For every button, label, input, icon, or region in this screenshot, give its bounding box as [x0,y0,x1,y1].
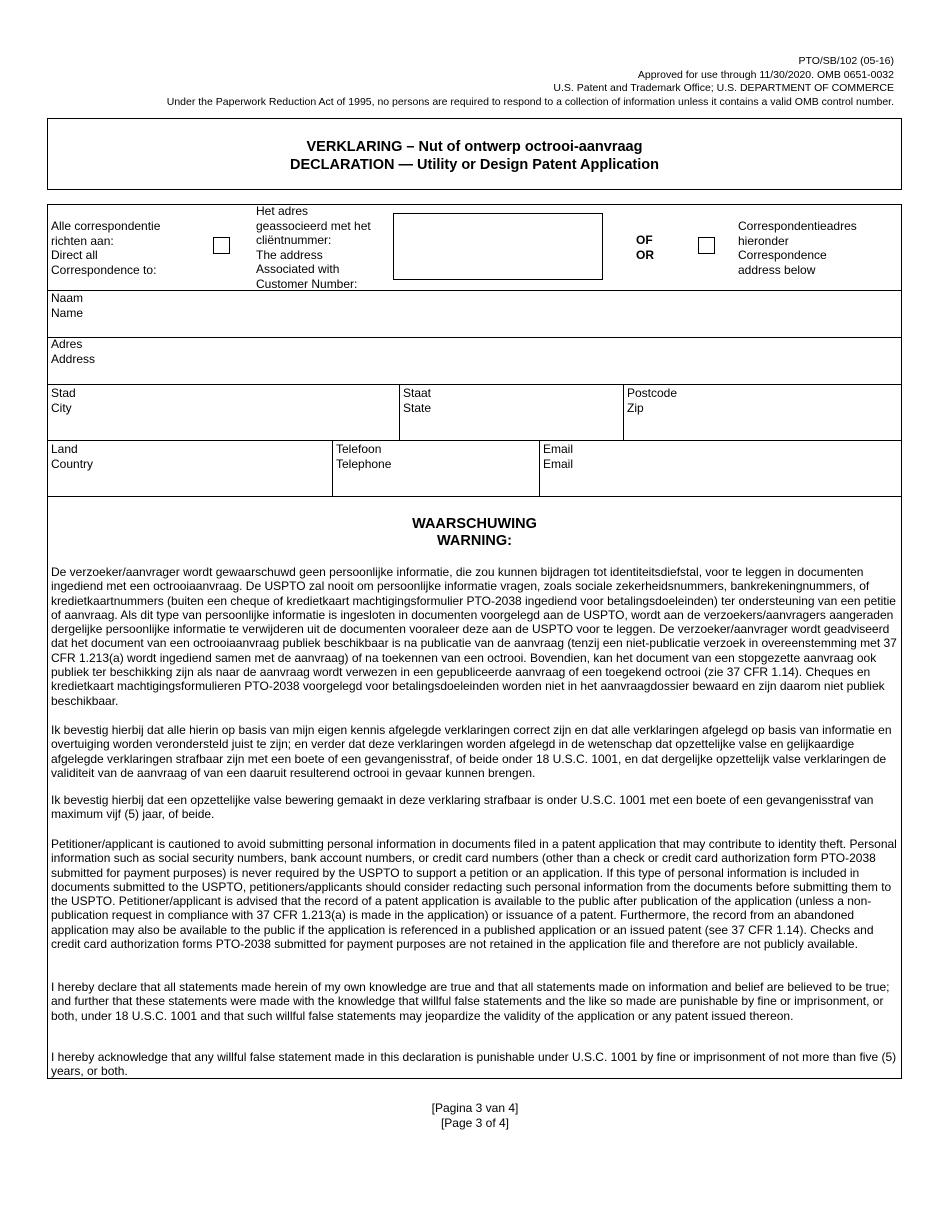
correspondence-below-label: Correspondentieadres hieronder Correspondence address below [738,219,857,277]
zip-field[interactable]: Postcode Zip [627,386,678,415]
city-field[interactable]: Stad City [51,386,76,415]
divider [47,337,902,338]
divider [623,384,624,440]
paperwork-notice: Under the Paperwork Reduction Act of 1995, no persons are required to respond to a collection of information unless it contains a valid OMB control number. [166,95,894,108]
title-english: DECLARATION — Utility or Design Patent Application [290,157,659,173]
office-name: U.S. Patent and Trademark Office; U.S. DEPARTMENT OF COMMERCE [553,82,894,94]
declaration-paragraph-nl-3: Ik bevestig hierbij dat een opzettelijke valse bewering gemaakt in deze verklaring strafbaar is onder U.S.C. 1001 met een boete of een gevangenisstraf van maximum vijf (5) jaar, of beide. [51,793,874,822]
omb-approval: Approved for use through 11/30/2020. OMB 0651-0032 [637,68,894,81]
divider [332,440,333,496]
declaration-paragraph-en-2: I hereby declare that all statements made herein of my own knowledge are true and that all statements made on information and belief are believed to be true; and further that these statements were made with the knowledge that willful false statements and the like so made are punishable by fine or imprisonment, or both, under 18 U.S.C. 1001 and that such willful false statements may jeopardize the validity of the application or any patent issued thereon. [51,980,890,1023]
address-field[interactable]: Adres Address [51,337,96,366]
warning-paragraph-nl-1: De verzoeker/aanvrager wordt gewaarschuwd geen persoonlijke informatie, die zou kunnen bijdragen tot identiteitsdiefstal, voor te leggen in documenten ingediend met een octrooiaanvraag. De USPTO zal nooit om persoonlijke informatie vragen, zoals sociale zekerheidsnummers, bankrekeningnummers, of kredietkaartnummers (buiten een cheque of kredietkaart machtigingsformulier PTO-2038 ingediend voor betalingsdoeleinden) ter ondersteuning van een petitie of aanvraag. Als dit type van persoonlijke informatie is ingesloten in documenten voorgelegd aan de USPTO, wordt aan de verzoekers/aanvragers aangeraden dergelijke persoonlijke informatie te verwijderen uit de documenten vooraleer deze aan de USPTO voor te leggen. De verzoeker/aanvrager wordt geadviseerd dat het document van een octrooiaanvraag publiek beschikbaar is na publicatie van de aanvraag (tenzij een niet-publicatie verzoek in overeenstemming met 37 CFR 1.213(a) wordt ingediend samen met de aanvraag) of na toekennen van een octrooi. Bovendien, kan het document van een stopgezette aanvraag ook publiek ter beschikking zijn als naar de aanvraag wordt verwezen in een gepubliceerde aanvraag of een toegekend octrooi (zie 37 CFR 1.14). Cheques en kredietkaart machtigingsformulieren PTO-2038 voorgelegd voor betalingsdoeleinden worden niet in het aanvraagdossier bewaard en zijn daarom niet publiek beschikbaar. [51,565,897,708]
divider [399,384,400,440]
divider [539,440,540,496]
direct-correspondence-label: Alle correspondentie richten aan: Direct all Correspondence to: [51,219,161,277]
title-dutch: VERKLARING – Nut of ontwerp octrooi-aanvraag [306,139,643,155]
page-number: [Pagina 3 van 4] [Page 3 of 4] [431,1101,519,1130]
name-field[interactable]: Naam Name [51,291,84,320]
telephone-field[interactable]: Telefoon Telephone [336,442,392,471]
or-label: OF OR [636,233,654,262]
country-field[interactable]: Land Country [51,442,94,471]
customer-number-checkbox[interactable] [213,237,230,254]
form-header [167,55,894,109]
form-id: PTO/SB/102 (05-16) [798,55,894,67]
warning-title: WAARSCHUWING WARNING: [412,516,537,549]
state-field[interactable]: Staat State [403,386,432,415]
declaration-paragraph-nl-2: Ik bevestig hierbij dat alle hierin op basis van mijn eigen kennis afgelegde verklaringen correct zijn en dat alle verklaringen afgelegd op basis van informatie en overtuiging worden verondersteld juist te zijn; en verder dat deze verklaringen worden afgelegd in de wetenschap dat opzettelijke valse en gelijkaardige afgelegde verklaringen strafbaar zijn met een boete of een gevangenisstraf, of beide onder 18 U.S.C. 1001, en dat dergelijke opzettelijk valse verklaringen de validiteit van de aanvraag of van een daaruit resulterend octrooi in gevaar kunnen brengen. [51,723,892,780]
customer-number-input[interactable] [393,213,603,280]
customer-number-label: Het adres geassocieerd met het cliëntnummer: The address Associated with Customer Number: [256,204,371,291]
correspondence-below-checkbox[interactable] [698,237,715,254]
divider [47,384,902,385]
title-box [47,118,902,190]
declaration-paragraph-en-3: I hereby acknowledge that any willful false statement made in this declaration is punishable under U.S.C. 1001 by fine or imprisonment of not more than five (5) years, or both. [51,1050,897,1079]
divider [47,496,902,497]
warning-paragraph-en-1: Petitioner/applicant is cautioned to avoid submitting personal information in documents filed in a patent application that may contribute to identity theft. Personal information such as social security numbers, bank account numbers, or credit card numbers (other than a check or credit card authorization form PTO-2038 submitted for payment purposes) is never required by the USPTO to support a petition or an application. If this type of personal information is included in documents submitted to the USPTO, petitioners/applicants should consider redacting such personal information from the documents before submitting them to the USPTO. Petitioner/applicant is advised that the record of a patent application is available to the public after publication of the application (unless a non-publication request in compliance with 37 CFR 1.213(a) is made in the application) or issuance of a patent. Furthermore, the record from an abandoned application may also be available to the public if the application is referenced in a published application or an issued patent (see 37 CFR 1.14). Checks and credit card authorization forms PTO-2038 submitted for payment purposes are not retained in the application file and therefore are not publicly available. [51,837,897,952]
divider [47,290,902,291]
divider [47,440,902,441]
email-field[interactable]: Email Email [543,442,574,471]
